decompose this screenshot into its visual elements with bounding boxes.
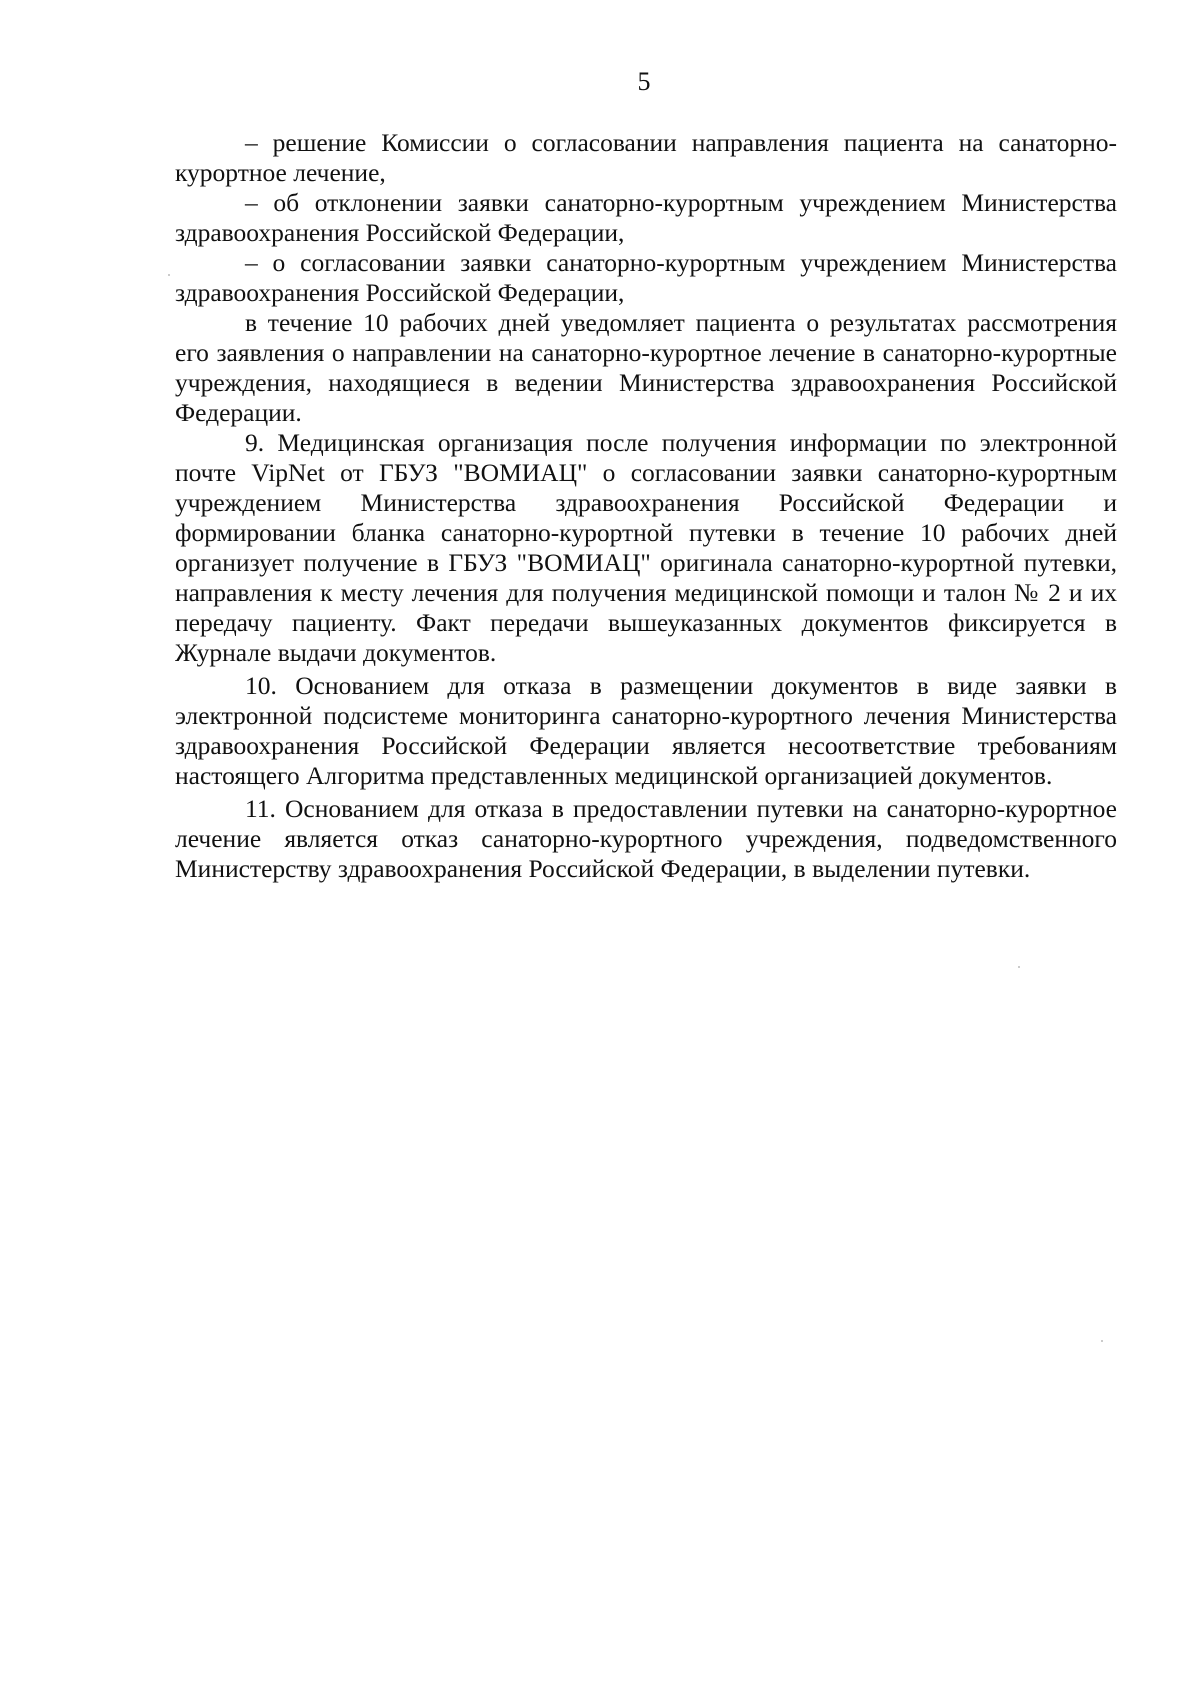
scan-speck (168, 274, 170, 276)
paragraph-item-11: 11. Основанием для отказа в предоставлении путевки на санаторно-курортное лечение является отказ санаторно-курортного учреждения, подведомственного Министерству здравоохранения Российской Федерации, в выделении путевки. (175, 794, 1117, 883)
scan-speck (1018, 966, 1020, 968)
page-number: 5 (637, 67, 651, 96)
paragraph-patient-notification: в течение 10 рабочих дней уведомляет пациента о результатах рассмотрения его заявления о направлении на санаторно-курортное лечение в санаторно-курортные учреждения, находящиеся в ведении Министерства здравоохранения Российской Федерации. (175, 308, 1117, 427)
paragraph-item-9: 9. Медицинская организация после получения информации по электронной почте VipNet от ГБУЗ "ВОМИАЦ" о согласовании заявки санаторно-курортным учреждением Министерства здравоохранения Российской Федерации и формировании бланка санаторно-курортной путевки в течение 10 рабочих дней организует получение в ГБУЗ "ВОМИАЦ" оригинала санаторно-курортной путевки, направления к месту лечения для получения медицинской помощи и талон № 2 и их передачу пациенту. Факт передачи вышеуказанных документов фиксируется в Журнале выдачи документов. (175, 428, 1117, 667)
paragraph-commission-decision: – решение Комиссии о согласовании направления пациента на санаторно-курортное лечение, (175, 128, 1117, 187)
paragraph-application-rejection: – об отклонении заявки санаторно-курортным учреждением Министерства здравоохранения Российской Федерации, (175, 188, 1117, 247)
scan-speck (1101, 1340, 1103, 1342)
paragraph-application-approval: – о согласовании заявки санаторно-курортным учреждением Министерства здравоохранения Российской Федерации, (175, 248, 1117, 307)
document-body (175, 128, 1117, 884)
paragraph-item-10: 10. Основанием для отказа в размещении документов в виде заявки в электронной подсистеме мониторинга санаторно-курортного лечения Министерства здравоохранения Российской Федерации является несоответствие требованиям настоящего Алгоритма представленных медицинской организацией документов. (175, 671, 1117, 790)
